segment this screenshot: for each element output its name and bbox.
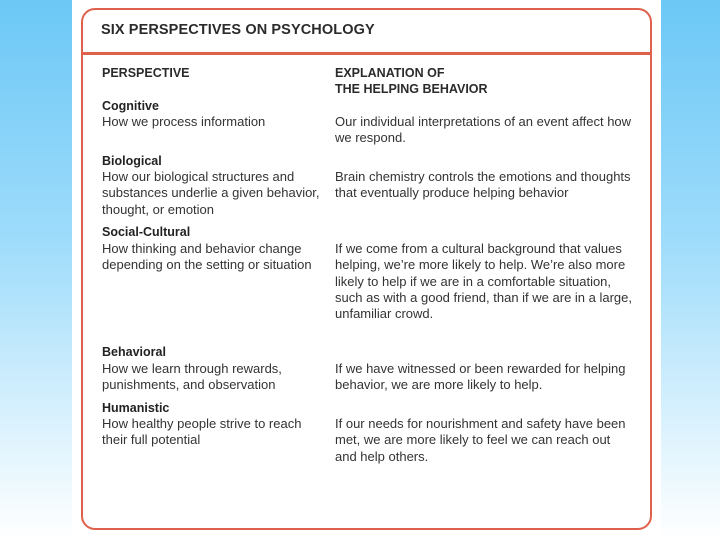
title-divider xyxy=(83,52,650,55)
header-perspective: PERSPECTIVE xyxy=(102,66,190,80)
row-desc-biological: How our biological structures and substances underlie a given behavior, thought, or emotion xyxy=(102,169,320,217)
row-desc-behavioral: How we learn through rewards, punishments, and observation xyxy=(102,361,282,393)
row-title-behavioral: Behavioral xyxy=(102,345,166,359)
row-explanation-biological: Brain chemistry controls the emotions and thoughts that eventually produce helping behavior xyxy=(335,169,631,201)
row-title-social-cultural: Social-Cultural xyxy=(102,225,191,239)
row-desc-humanistic: How healthy people strive to reach their full potential xyxy=(102,416,302,448)
perspectives-card xyxy=(81,8,652,530)
header-explanation xyxy=(335,66,635,97)
row-desc-cognitive: How we process information xyxy=(102,114,266,129)
row-title-cognitive: Cognitive xyxy=(102,99,159,113)
row-explanation-social-cultural: If we come from a cultural background that values helping, we’re more likely to help. We’re also more likely to help if we are in a comfortable situation, such as with a good friend, than if we are in a large, unfamiliar crowd. xyxy=(335,241,633,322)
row-desc-social-cultural: How thinking and behavior change depending on the setting or situation xyxy=(102,241,312,273)
row-explanation-cognitive: Our individual interpretations of an event affect how we respond. xyxy=(335,114,632,146)
row-explanation-behavioral: If we have witnessed or been rewarded for helping behavior, we are more likely to help. xyxy=(335,361,626,393)
header-explanation-line1: EXPLANATION OF xyxy=(335,66,445,80)
row-title-biological: Biological xyxy=(102,154,162,168)
header-explanation-line2: THE HELPING BEHAVIOR xyxy=(335,81,488,96)
row-title-humanistic: Humanistic xyxy=(102,401,170,415)
card-title: SIX PERSPECTIVES ON PSYCHOLOGY xyxy=(101,22,375,38)
row-explanation-humanistic: If our needs for nourishment and safety have been met, we are more likely to feel we can reach out and help others. xyxy=(335,416,626,464)
